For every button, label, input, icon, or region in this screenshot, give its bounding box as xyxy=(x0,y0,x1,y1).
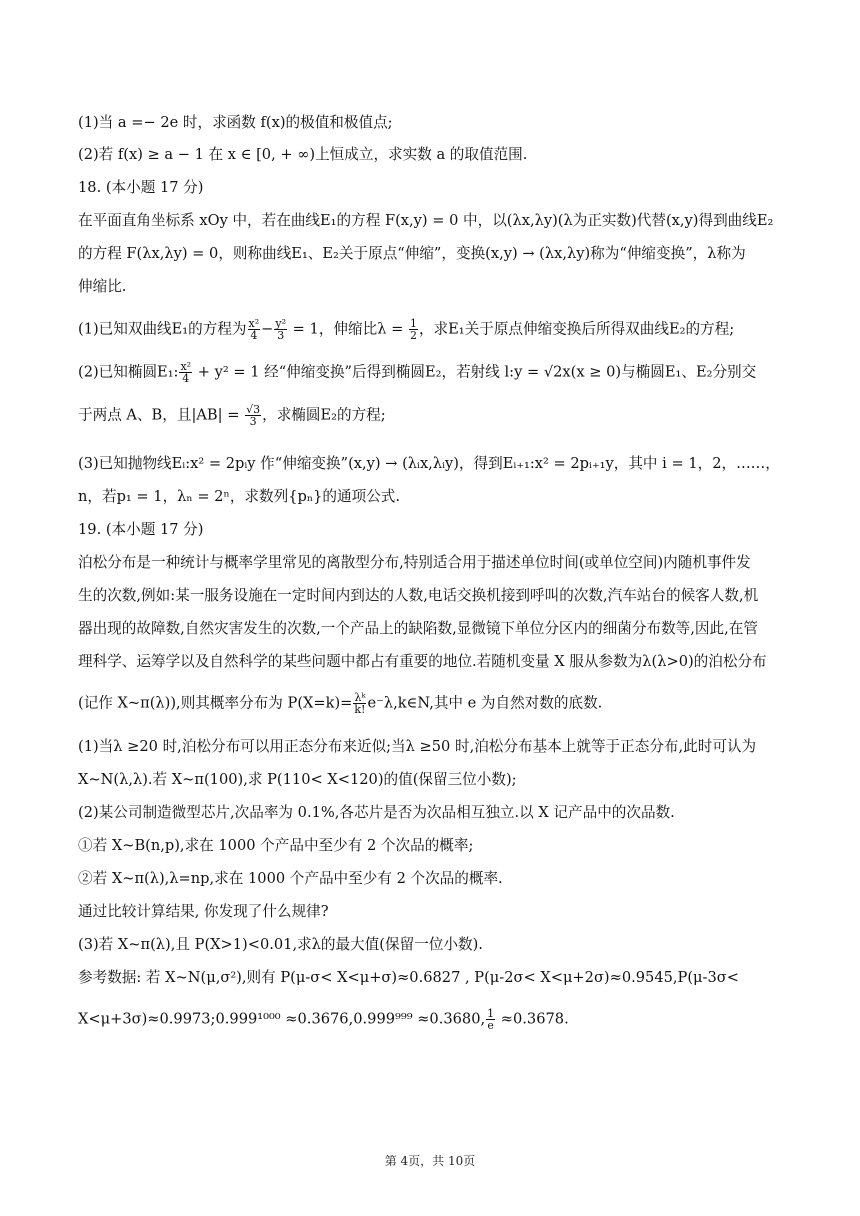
page-footer: 第 4页，共 10页 xyxy=(384,1154,476,1168)
question19-part2: (2)某公司制造微型芯片,次品率为 0.1%,各芯片是否为次品相互独立.以 X 记产品中的次品数. xyxy=(78,804,675,821)
question19-intro-line3: 器出现的故障数,自然灾害发生的次数,一个产品上的缺陷数,显微镜下单位分区内的细菌分布数等,因此,在管 xyxy=(78,620,758,637)
q18p1-text-c: ，求E₁关于原点伸缩变换后所得双曲线E₂的方程; xyxy=(418,320,735,338)
question18-intro-line3: 伸缩比. xyxy=(78,278,127,295)
fraction-x2-over-4-b xyxy=(179,361,192,384)
fraction-x2-over-4 xyxy=(248,318,261,341)
fraction-numerator: 1 xyxy=(409,317,417,330)
q19-pmf-text-a: (记作 X~π(λ)),则其概率分布为 P(X=k)= xyxy=(78,694,353,712)
question19-part2-prompt: 通过比较计算结果, 你发现了什么规律? xyxy=(78,903,329,920)
fraction-numerator: y² xyxy=(275,317,287,330)
fraction-y2-over-3 xyxy=(274,318,287,341)
reference-data-line2 xyxy=(78,1008,780,1031)
question19-part3: (3)若 X~π(λ),且 P(X>1)<0.01,求λ的最大值(保留一位小数). xyxy=(78,936,483,953)
question19-part2-sub2: ②若 X~π(λ),λ=np,求在 1000 个产品中至少有 2 个次品的概率. xyxy=(78,870,503,887)
question19-intro-line1: 泊松分布是一种统计与概率学里常见的离散型分布,特别适合用于描述单位时间(或单位空间)内随机事件发 xyxy=(78,554,751,571)
question19-part1-line1: (1)当λ ≥20 时,泊松分布可以用正态分布来近似;当λ ≥50 时,泊松分布基本上就等于正态分布,此时可认为 xyxy=(78,738,757,755)
ref-data-text-b: ≈0.3678. xyxy=(500,1010,569,1028)
q18p2-text-c: 于两点 A、B，且|AB| = xyxy=(78,406,240,424)
fraction-numerator: λᵏ xyxy=(354,691,366,704)
fraction-one-half xyxy=(409,318,418,341)
minus-sign: − xyxy=(261,320,274,338)
fraction-denominator: 3 xyxy=(277,329,285,342)
question18-part2-line2 xyxy=(78,404,780,427)
question18-part3-line2: n，若p₁ = 1，λₙ = 2ⁿ，求数列{pₙ}的通项公式. xyxy=(78,488,401,505)
q18p2-text-d: ，求椭圆E₂的方程; xyxy=(262,406,386,424)
fraction-lambda-k-over-k-factorial xyxy=(353,692,366,715)
fraction-sqrt3-over-3 xyxy=(245,404,261,427)
fraction-one-over-e xyxy=(486,1008,495,1031)
q18p2-text-b: + y² = 1 经“伸缩变换”后得到椭圆E₂，若射线 l:y = √2x(x ≥ 0)与椭圆E₁、E₂分别交 xyxy=(197,363,757,381)
question18-heading: 18. (本小题 17 分) xyxy=(78,179,204,196)
fraction-numerator: 1 xyxy=(487,1007,495,1020)
equals-one: = 1 xyxy=(292,320,319,338)
question18-part1 xyxy=(78,318,780,341)
fraction-denominator: 4 xyxy=(250,329,258,342)
fraction-denominator: e xyxy=(487,1019,494,1032)
q19-pmf-text-b: e⁻λ,k∈N,其中 e 为自然对数的底数. xyxy=(367,694,603,712)
question18-part3-line1: (3)已知抛物线Eᵢ:x² = 2pᵢy 作“伸缩变换”(x,y) → (λᵢx,λᵢy)，得到Eᵢ₊₁:x² = 2pᵢ₊₁y，其中 i = 1，2，……， xyxy=(78,455,780,472)
question18-intro-line2: 的方程 F(λx,λy) = 0，则称曲线E₁、E₂关于原点“伸缩”，变换(x,y) → (λx,λy)称为“伸缩变换”，λ称为 xyxy=(78,245,746,262)
fraction-numerator: x² xyxy=(248,317,260,330)
ref-data-text-a: X<μ+3σ)≈0.9973;0.999¹⁰⁰⁰ ≈0.3676,0.999⁹⁹⁹ ≈0.3680, xyxy=(78,1010,486,1028)
question19-intro-line2: 生的次数,例如:某一服务设施在一定时间内到达的人数,电话交换机接到呼叫的次数,汽车站台的候客人数,机 xyxy=(78,587,759,604)
question17-part2: (2)若 f(x) ≥ a − 1 在 x ∈ [0, + ∞)上恒成立，求实数 a 的取值范围. xyxy=(78,146,528,163)
fraction-denominator: 3 xyxy=(249,415,257,428)
fraction-numerator: √3 xyxy=(246,403,261,416)
question19-part2-sub1: ①若 X~B(n,p),求在 1000 个产品中至少有 2 个次品的概率; xyxy=(78,837,474,854)
reference-data-line1: 参考数据: 若 X~N(μ,σ²),则有 P(μ-σ< X<μ+σ)≈0.6827 , P(μ-2σ< X<μ+2σ)≈0.9545,P(μ-3σ< xyxy=(78,969,739,986)
question17-part1: (1)当 a =− 2e 时，求函数 f(x)的极值和极值点; xyxy=(78,114,393,131)
question19-part1-line2: X~N(λ,λ).若 X~π(100),求 P(110< X<120)的值(保留三位小数); xyxy=(78,771,517,788)
question19-intro-line5 xyxy=(78,692,780,715)
fraction-numerator: x² xyxy=(180,360,192,373)
q18p1-text-a: (1)已知双曲线E₁的方程为 xyxy=(78,320,247,338)
fraction-denominator: k! xyxy=(354,703,366,716)
question19-heading: 19. (本小题 17 分) xyxy=(78,521,204,538)
question19-intro-line4: 理科学、运筹学以及自然科学的某些问题中都占有重要的地位.若随机变量 X 服从参数为λ(λ>0)的泊松分布 xyxy=(78,653,767,670)
question18-part2-line1 xyxy=(78,361,780,384)
fraction-denominator: 4 xyxy=(182,372,190,385)
q18p1-text-b: ，伸缩比λ = xyxy=(318,320,404,338)
q18p2-text-a: (2)已知椭圆E₁: xyxy=(78,363,179,381)
fraction-denominator: 2 xyxy=(409,329,417,342)
question18-intro-line1: 在平面直角坐标系 xOy 中，若在曲线E₁的方程 F(x,y) = 0 中，以(λx,λy)(λ为正实数)代替(x,y)得到曲线E₂ xyxy=(78,212,774,229)
